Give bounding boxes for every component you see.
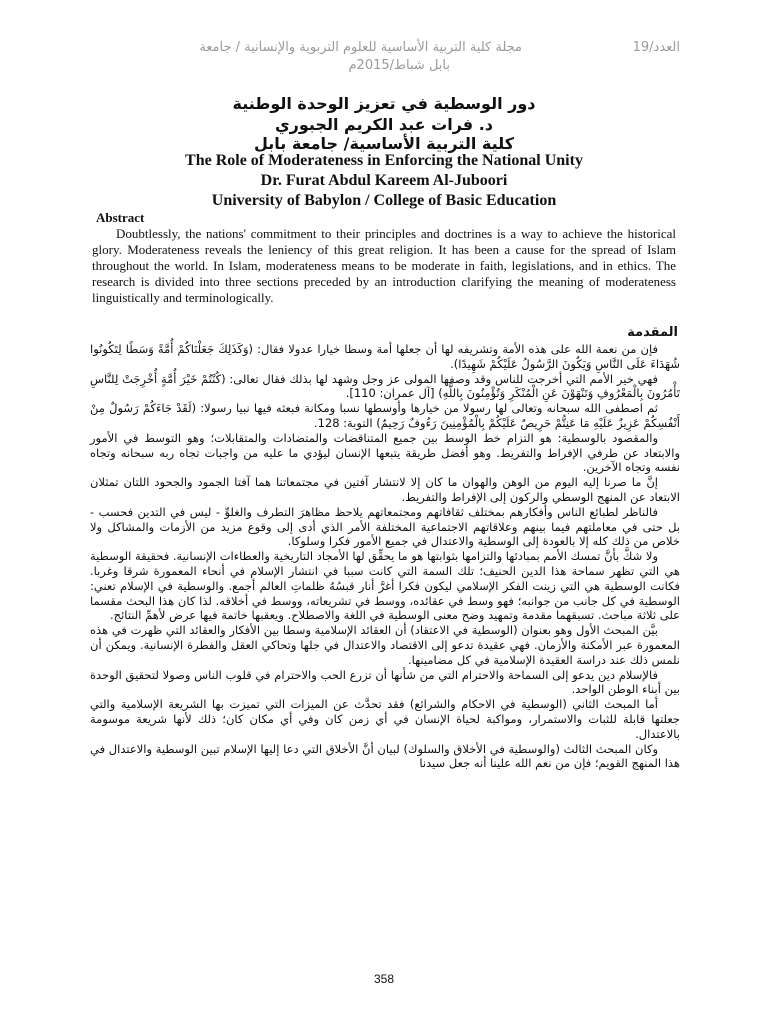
intro-paragraph: فإن من نعمة الله على هذه الأمة وتشريفه لها أن جعلها أمة وسطا خيارا عدولا فقال: (وَكَذَلِكَ جَعَلْنَاكُمْ أُمَّةً وَسَطًا لِتَكُونُوا شُهَدَاءَ عَلَى النَّاسِ وَيَكُونَ الرَّسُولُ عَلَيْكُمْ شَهِيدًا).	[90, 342, 680, 371]
journal-name-line1: مجلة كلية التربية الأساسية للعلوم التربوية والإنسانية / جامعة	[199, 40, 522, 55]
journal-header	[88, 40, 680, 84]
arabic-author: د. فرات عبد الكريم الجبوري	[274, 115, 494, 134]
page-number: 358	[373, 972, 395, 986]
english-author: Dr. Furat Abdul Kareem Al-Juboori	[260, 172, 508, 189]
intro-paragraph: بيَّن المبحث الأول وهو بعنوان (الوسطية في الاعتقاد) أن العقائد الإسلامية وسطا بين الأفكار والعقائد التي ظهرت في هذه المعمورة عبر الأمكنة والأزمان. فهي عقيدة تدعو إلى الاقتصاد والاعتدال في جلها وتحاكي العقل والفطرة الإنسانية. ويمكن أن نلمس ذلك عند دراسة العقيدة الإسلامية في كل مضامينها.	[90, 623, 680, 667]
abstract-heading: Abstract	[96, 210, 145, 225]
intro-paragraph: ولا شكَّ بأنَّ تمسك الأمم بمبادئها والتزامها بثوابتها هو ما يحقِّق لها الأمجاد التاريخية والعطاءات الإنسانية. فحقيقة الوسطية هي التي تظهر سماحة هذا الدين الحنيف؛ تلك السمة التي كانت سببا في انتشار الإسلام في أنحاء المعمورة شرقا وغربا. فكانت الوسطية هي التي زينت الفكر الإسلامي ليكون فكرا أغرَّ أنار قبسُهُ ظلماتِ العالم أجمع. والوسطية في الإسلام تعني: الوسطية في كل جانب من جوانبه؛ فهو وسط في عقائده، ووسط في تشريعاته، ووسط في أخلاقه. لذا كان هذا البحث مقسما على ثلاثة مباحث. تسبقهما مقدمة وتمهيد وضح معنى الوسطية في اللغة والاصطلاح. ويعقبها خاتمة فيها عرض لأهمِّ النتائج.	[90, 549, 680, 623]
intro-paragraph: إنَّ ما صرنا إليه اليوم من الوهن والهوان ما كان إلا لانتشار آفتين في مجتمعاتنا هما آفتا الجمود والجحود اللتان تمثلان الابتعاد عن المنهج الوسطي والركون إلى الإفراط والتفريط.	[90, 475, 680, 504]
intro-paragraph: أما المبحث الثاني (الوسطية في الاحكام والشرائع) فقد تحدَّث عن الميزات التي تميزت بها الشريعة الإسلامية والتي جعلتها قابلة للثبات والاستمرار، ومواكبة لحياة الإنسان في أي زمن كان وفي أي مكان كان؛ ذلك لأنها شريعة موسومة بالاعتدال.	[90, 697, 680, 741]
issue-number: العدد/19	[632, 40, 680, 55]
intro-paragraph: فالإسلام دين يدعو إلى السماحة والاحترام التي من شأنها أن تزرع الحب والاحترام في قلوب الناس وصولا لتحقيق الوحدة بين أبناء الوطن الواحد.	[90, 667, 680, 697]
intro-paragraph: ثم اصطفى الله سبحانه وتعالى لها رسولا من خيارها وأوسطها نسبا ومكانة فبعثه فيها نبيا رسولا: (لَقَدْ جَاءَكُمْ رَسُولٌ مِنْ أَنْفُسِكُمْ عَزِيزٌ عَلَيْهِ مَا عَنِتُّمْ حَرِيصٌ عَلَيْكُمْ بِالْمُؤْمِنِينَ رَءُوفٌ رَحِيمٌ) التوبة: 128.	[90, 401, 680, 430]
intro-paragraph: وكان المبحث الثالث (والوسطية في الأخلاق والسلوك) لبيان أنَّ الأخلاق التي دعا إليها الإسلام تبين الوسطية والاعتدال في هذا المنهج القويم؛ فإن من نعم الله علينا أنه جعل سيدنا	[90, 741, 680, 771]
abstract-text: Doubtlessly, the nations' commitment to their principles and doctrines is a way to achieve the historical glory. Moderateness reveals the leniency of this great religion. It has been a cause for the spread of Islam throughout the world. In Islam, moderateness means to be moderate in faith, legislations, and in ethics. The research is divided into three sections preceded by an introduction clarifying the meaning of moderateness linguistically and terminologically.	[92, 226, 676, 305]
intro-paragraph: فالناظر لطبائع الناس وأفكارهم بمختلف ثقافاتهم ومجتمعاتهم يلاحظ مظاهرَ التطرف والغلوِّ - ليس في التدين فحسب - بل حتى في معاملتهم فيما بينهم وعلاقاتهم الاجتماعية المختلفة الأمر الذي أدى إلى وقوع مزيد من الأزمات والمشاكل ولا خلاص من ذلك كله إلا بالعودة إلى الوسطية والاعتدال في جميع الأمور فكرا وسلوكا.	[90, 504, 680, 549]
arabic-title: دور الوسطية في تعزيز الوحدة الوطنية	[232, 94, 536, 113]
intro-paragraph: فهي خير الأمم التي أخرجت للناس وقد وصفها المولى عز وجل وشهد لها بذلك فقال تعالى: (كُنْتُمْ خَيْرَ أُمَّةٍ أُخْرِجَتْ لِلنَّاسِ تَأْمُرُونَ بِالْمَعْرُوفِ وَتَنْهَوْنَ عَنِ الْمُنْكَرِ وَتُؤْمِنُونَ بِاللَّهِ) [آل عمران: 110].	[90, 371, 680, 401]
introduction-heading: المقدمة	[627, 325, 678, 340]
introduction-body	[90, 342, 680, 771]
english-title: The Role of Moderateness in Enforcing the National Unity	[185, 152, 583, 169]
arabic-affiliation: كلية التربية الأساسية/ جامعة بابل	[253, 134, 514, 153]
intro-paragraph: والمقصود بالوسطية: هو التزام خط الوسط بين جميع المتناقضات والمتضادات والمتقابلات؛ وهو التوسط في الأمور والابتعاد عن طرفي الإفراط والتفريط. وهو أفضل طريقة يتبعها الإنسان ليؤدي ما عليه من واجبات تجاه ربه سبحانه وتجاه نفسه وتجاه الآخرين.	[90, 430, 680, 475]
english-affiliation: University of Babylon / College of Basic Education	[211, 192, 557, 209]
journal-name-line2: بابل شباط/2015م	[348, 58, 450, 73]
